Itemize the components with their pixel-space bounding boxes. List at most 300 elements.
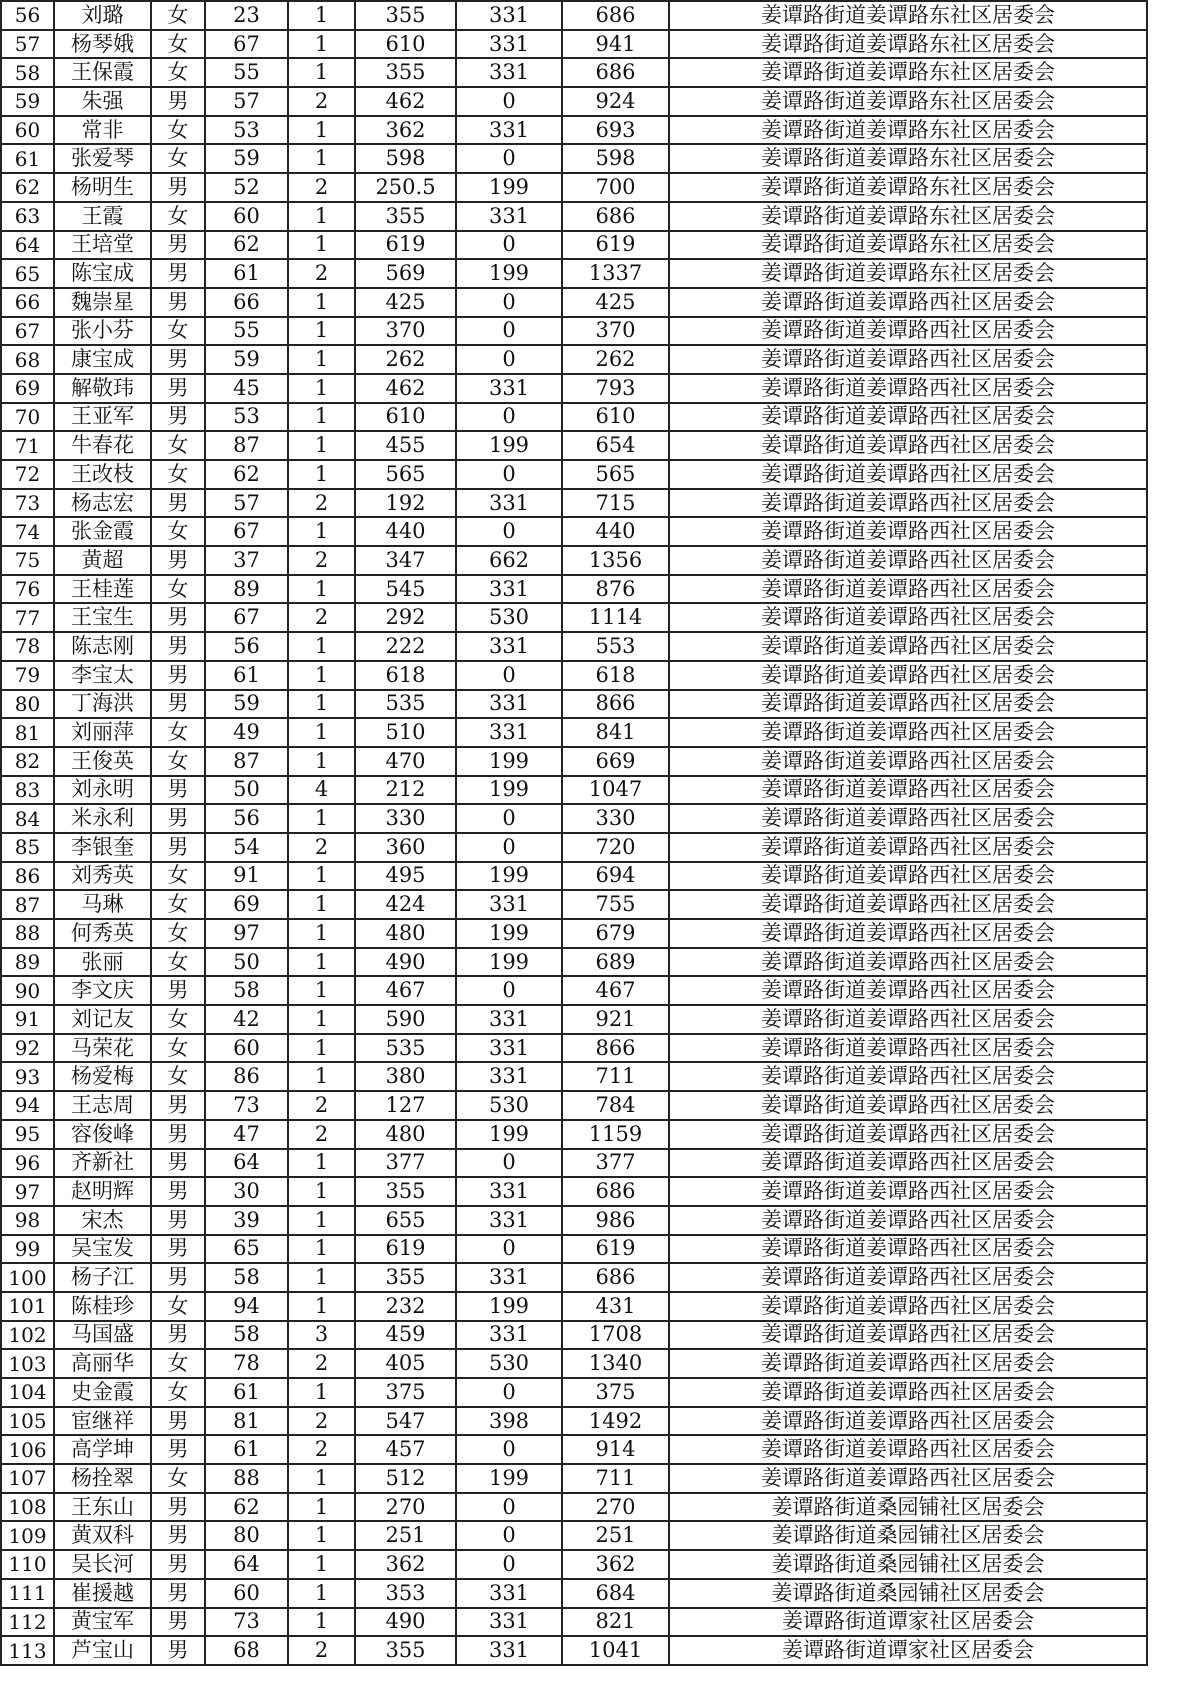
address-cell: 姜谭路街道姜谭路西社区居委会: [669, 460, 1147, 489]
count-cell: 1: [288, 374, 355, 403]
name-cell: 张爱琴: [54, 144, 151, 173]
gender-cell: 男: [151, 1636, 205, 1665]
count-cell: 1: [288, 1378, 355, 1407]
subsidy-cell: 0: [456, 976, 562, 1005]
subsidy-cell: 331: [456, 632, 562, 661]
seq-cell: 74: [1, 517, 54, 546]
subsidy-cell: 331: [456, 718, 562, 747]
subsidy-cell: 331: [456, 890, 562, 919]
subsidy-cell: 0: [456, 403, 562, 432]
address-cell: 姜谭路街道谭家社区居委会: [669, 1608, 1147, 1637]
name-cell: 赵明辉: [54, 1177, 151, 1206]
age-cell: 39: [205, 1206, 288, 1235]
seq-cell: 65: [1, 259, 54, 288]
table-row: [1, 1521, 1147, 1550]
age-cell: 86: [205, 1062, 288, 1091]
count-cell: 1: [288, 460, 355, 489]
address-cell: 姜谭路街道姜谭路西社区居委会: [669, 431, 1147, 460]
total-cell: 711: [562, 1464, 669, 1493]
address-cell: 姜谭路街道姜谭路西社区居委会: [669, 288, 1147, 317]
table-row: [1, 517, 1147, 546]
name-cell: 王亚军: [54, 403, 151, 432]
amount-cell: 355: [355, 1263, 456, 1292]
gender-cell: 女: [151, 718, 205, 747]
address-cell: 姜谭路街道姜谭路西社区居委会: [669, 1407, 1147, 1436]
count-cell: 1: [288, 1579, 355, 1608]
address-cell: 姜谭路街道姜谭路西社区居委会: [669, 1206, 1147, 1235]
total-cell: 715: [562, 489, 669, 518]
age-cell: 59: [205, 690, 288, 719]
total-cell: 693: [562, 116, 669, 145]
total-cell: 1356: [562, 546, 669, 575]
total-cell: 619: [562, 231, 669, 260]
table-row: [1, 661, 1147, 690]
age-cell: 61: [205, 661, 288, 690]
table-row: [1, 1321, 1147, 1350]
gender-cell: 男: [151, 489, 205, 518]
gender-cell: 男: [151, 1608, 205, 1637]
age-cell: 94: [205, 1292, 288, 1321]
gender-cell: 男: [151, 804, 205, 833]
total-cell: 914: [562, 1435, 669, 1464]
amount-cell: 353: [355, 1579, 456, 1608]
subsidy-cell: 331: [456, 1062, 562, 1091]
name-cell: 王桂莲: [54, 575, 151, 604]
count-cell: 1: [288, 345, 355, 374]
total-cell: 700: [562, 173, 669, 202]
count-cell: 1: [288, 976, 355, 1005]
gender-cell: 男: [151, 259, 205, 288]
age-cell: 42: [205, 1005, 288, 1034]
name-cell: 杨琴娥: [54, 30, 151, 59]
amount-cell: 467: [355, 976, 456, 1005]
name-cell: 李银奎: [54, 833, 151, 862]
subsidy-cell: 0: [456, 1493, 562, 1522]
address-cell: 姜谭路街道姜谭路西社区居委会: [669, 345, 1147, 374]
subsidy-cell: 0: [456, 317, 562, 346]
amount-cell: 490: [355, 948, 456, 977]
amount-cell: 127: [355, 1091, 456, 1120]
table-row: [1, 862, 1147, 891]
table-row: [1, 1608, 1147, 1637]
name-cell: 张小芬: [54, 317, 151, 346]
age-cell: 67: [205, 30, 288, 59]
total-cell: 1340: [562, 1349, 669, 1378]
gender-cell: 女: [151, 948, 205, 977]
subsidy-cell: 331: [456, 1636, 562, 1665]
total-cell: 679: [562, 919, 669, 948]
subsidy-cell: 662: [456, 546, 562, 575]
gender-cell: 男: [151, 603, 205, 632]
table-row: [1, 1636, 1147, 1665]
seq-cell: 93: [1, 1062, 54, 1091]
count-cell: 1: [288, 1062, 355, 1091]
name-cell: 常非: [54, 116, 151, 145]
age-cell: 66: [205, 288, 288, 317]
address-cell: 姜谭路街道姜谭路西社区居委会: [669, 1120, 1147, 1149]
address-cell: 姜谭路街道姜谭路东社区居委会: [669, 231, 1147, 260]
count-cell: 1: [288, 1206, 355, 1235]
gender-cell: 女: [151, 202, 205, 231]
age-cell: 68: [205, 1636, 288, 1665]
subsidy-cell: 398: [456, 1407, 562, 1436]
count-cell: 1: [288, 747, 355, 776]
subsidy-cell: 331: [456, 30, 562, 59]
age-cell: 78: [205, 1349, 288, 1378]
seq-cell: 81: [1, 718, 54, 747]
subsidy-cell: 331: [456, 116, 562, 145]
seq-cell: 92: [1, 1034, 54, 1063]
age-cell: 61: [205, 1378, 288, 1407]
age-cell: 73: [205, 1608, 288, 1637]
gender-cell: 男: [151, 976, 205, 1005]
gender-cell: 男: [151, 1263, 205, 1292]
amount-cell: 569: [355, 259, 456, 288]
subsidy-cell: 331: [456, 1206, 562, 1235]
total-cell: 262: [562, 345, 669, 374]
table-row: [1, 575, 1147, 604]
amount-cell: 355: [355, 58, 456, 87]
subsidy-cell: 199: [456, 776, 562, 805]
name-cell: 宋杰: [54, 1206, 151, 1235]
subsidy-cell: 331: [456, 1263, 562, 1292]
total-cell: 618: [562, 661, 669, 690]
gender-cell: 男: [151, 1493, 205, 1522]
subsidy-cell: 0: [456, 1521, 562, 1550]
subsidy-cell: 199: [456, 862, 562, 891]
gender-cell: 男: [151, 288, 205, 317]
table-row: [1, 1034, 1147, 1063]
age-cell: 91: [205, 862, 288, 891]
seq-cell: 66: [1, 288, 54, 317]
table-row: [1, 403, 1147, 432]
table-row: [1, 948, 1147, 977]
subsidy-cell: 0: [456, 288, 562, 317]
age-cell: 54: [205, 833, 288, 862]
seq-cell: 70: [1, 403, 54, 432]
name-cell: 王志周: [54, 1091, 151, 1120]
amount-cell: 490: [355, 1608, 456, 1637]
total-cell: 686: [562, 1, 669, 30]
age-cell: 50: [205, 948, 288, 977]
seq-cell: 61: [1, 144, 54, 173]
amount-cell: 610: [355, 30, 456, 59]
age-cell: 61: [205, 259, 288, 288]
count-cell: 1: [288, 718, 355, 747]
count-cell: 2: [288, 1435, 355, 1464]
table-row: [1, 1435, 1147, 1464]
gender-cell: 男: [151, 690, 205, 719]
table-row: [1, 1407, 1147, 1436]
table-row: [1, 1, 1147, 30]
seq-cell: 63: [1, 202, 54, 231]
address-cell: 姜谭路街道姜谭路东社区居委会: [669, 116, 1147, 145]
name-cell: 王东山: [54, 1493, 151, 1522]
gender-cell: 女: [151, 1378, 205, 1407]
seq-cell: 87: [1, 890, 54, 919]
address-cell: 姜谭路街道姜谭路西社区居委会: [669, 1149, 1147, 1178]
amount-cell: 270: [355, 1493, 456, 1522]
seq-cell: 110: [1, 1550, 54, 1579]
amount-cell: 598: [355, 144, 456, 173]
table-row: [1, 374, 1147, 403]
table-row: [1, 804, 1147, 833]
seq-cell: 75: [1, 546, 54, 575]
count-cell: 1: [288, 1235, 355, 1264]
seq-cell: 78: [1, 632, 54, 661]
gender-cell: 男: [151, 345, 205, 374]
name-cell: 牛春花: [54, 431, 151, 460]
name-cell: 宦继祥: [54, 1407, 151, 1436]
total-cell: 598: [562, 144, 669, 173]
count-cell: 1: [288, 1550, 355, 1579]
gender-cell: 女: [151, 58, 205, 87]
address-cell: 姜谭路街道姜谭路东社区居委会: [669, 259, 1147, 288]
gender-cell: 女: [151, 1034, 205, 1063]
amount-cell: 565: [355, 460, 456, 489]
count-cell: 1: [288, 231, 355, 260]
count-cell: 1: [288, 403, 355, 432]
name-cell: 王霞: [54, 202, 151, 231]
table-row: [1, 489, 1147, 518]
subsidy-cell: 331: [456, 489, 562, 518]
subsidy-cell: 530: [456, 1349, 562, 1378]
amount-cell: 618: [355, 661, 456, 690]
name-cell: 史金霞: [54, 1378, 151, 1407]
count-cell: 2: [288, 546, 355, 575]
total-cell: 425: [562, 288, 669, 317]
table-row: [1, 1149, 1147, 1178]
total-cell: 375: [562, 1378, 669, 1407]
amount-cell: 232: [355, 1292, 456, 1321]
age-cell: 56: [205, 804, 288, 833]
subsidy-cell: 331: [456, 1177, 562, 1206]
count-cell: 2: [288, 1120, 355, 1149]
age-cell: 81: [205, 1407, 288, 1436]
gender-cell: 男: [151, 1407, 205, 1436]
subsidy-cell: 0: [456, 144, 562, 173]
amount-cell: 330: [355, 804, 456, 833]
age-cell: 53: [205, 116, 288, 145]
amount-cell: 545: [355, 575, 456, 604]
table-row: [1, 1062, 1147, 1091]
amount-cell: 512: [355, 1464, 456, 1493]
age-cell: 37: [205, 546, 288, 575]
name-cell: 吴宝发: [54, 1235, 151, 1264]
seq-cell: 58: [1, 58, 54, 87]
count-cell: 1: [288, 862, 355, 891]
total-cell: 610: [562, 403, 669, 432]
subsidy-cell: 0: [456, 1149, 562, 1178]
age-cell: 88: [205, 1464, 288, 1493]
seq-cell: 69: [1, 374, 54, 403]
name-cell: 高丽华: [54, 1349, 151, 1378]
age-cell: 87: [205, 431, 288, 460]
gender-cell: 男: [151, 833, 205, 862]
gender-cell: 男: [151, 1120, 205, 1149]
name-cell: 王培堂: [54, 231, 151, 260]
amount-cell: 610: [355, 403, 456, 432]
address-cell: 姜谭路街道姜谭路西社区居委会: [669, 317, 1147, 346]
count-cell: 2: [288, 603, 355, 632]
name-cell: 刘秀英: [54, 862, 151, 891]
gender-cell: 女: [151, 1062, 205, 1091]
name-cell: 陈志刚: [54, 632, 151, 661]
table-row: [1, 144, 1147, 173]
total-cell: 654: [562, 431, 669, 460]
amount-cell: 355: [355, 1, 456, 30]
amount-cell: 362: [355, 116, 456, 145]
count-cell: 1: [288, 632, 355, 661]
total-cell: 866: [562, 1034, 669, 1063]
table-row: [1, 231, 1147, 260]
gender-cell: 男: [151, 1177, 205, 1206]
gender-cell: 女: [151, 460, 205, 489]
table-row: [1, 1206, 1147, 1235]
age-cell: 59: [205, 144, 288, 173]
amount-cell: 655: [355, 1206, 456, 1235]
age-cell: 73: [205, 1091, 288, 1120]
address-cell: 姜谭路街道姜谭路西社区居委会: [669, 632, 1147, 661]
amount-cell: 222: [355, 632, 456, 661]
gender-cell: 女: [151, 919, 205, 948]
total-cell: 251: [562, 1521, 669, 1550]
address-cell: 姜谭路街道桑园铺社区居委会: [669, 1521, 1147, 1550]
address-cell: 姜谭路街道姜谭路西社区居委会: [669, 862, 1147, 891]
table-row: [1, 345, 1147, 374]
name-cell: 张丽: [54, 948, 151, 977]
total-cell: 924: [562, 87, 669, 116]
table-row: [1, 173, 1147, 202]
total-cell: 565: [562, 460, 669, 489]
seq-cell: 88: [1, 919, 54, 948]
gender-cell: 男: [151, 231, 205, 260]
address-cell: 姜谭路街道姜谭路西社区居委会: [669, 1263, 1147, 1292]
subsidy-cell: 331: [456, 575, 562, 604]
subsidy-cell: 0: [456, 345, 562, 374]
table-row: [1, 87, 1147, 116]
age-cell: 97: [205, 919, 288, 948]
gender-cell: 女: [151, 575, 205, 604]
name-cell: 朱强: [54, 87, 151, 116]
gender-cell: 女: [151, 30, 205, 59]
gender-cell: 女: [151, 1349, 205, 1378]
total-cell: 1708: [562, 1321, 669, 1350]
name-cell: 王保霞: [54, 58, 151, 87]
address-cell: 姜谭路街道姜谭路西社区居委会: [669, 374, 1147, 403]
address-cell: 姜谭路街道姜谭路西社区居委会: [669, 1321, 1147, 1350]
amount-cell: 619: [355, 231, 456, 260]
count-cell: 2: [288, 87, 355, 116]
address-cell: 姜谭路街道桑园铺社区居委会: [669, 1493, 1147, 1522]
age-cell: 87: [205, 747, 288, 776]
name-cell: 吴长河: [54, 1550, 151, 1579]
subsidy-cell: 331: [456, 1005, 562, 1034]
count-cell: 2: [288, 833, 355, 862]
address-cell: 姜谭路街道姜谭路西社区居委会: [669, 661, 1147, 690]
gender-cell: 男: [151, 1435, 205, 1464]
name-cell: 康宝成: [54, 345, 151, 374]
amount-cell: 462: [355, 374, 456, 403]
name-cell: 刘永明: [54, 776, 151, 805]
table-row: [1, 976, 1147, 1005]
count-cell: 1: [288, 116, 355, 145]
address-cell: 姜谭路街道姜谭路西社区居委会: [669, 1034, 1147, 1063]
count-cell: 2: [288, 1636, 355, 1665]
gender-cell: 男: [151, 1149, 205, 1178]
seq-cell: 111: [1, 1579, 54, 1608]
table-row: [1, 1493, 1147, 1522]
gender-cell: 男: [151, 374, 205, 403]
table-row: [1, 1120, 1147, 1149]
total-cell: 669: [562, 747, 669, 776]
address-cell: 姜谭路街道桑园铺社区居委会: [669, 1579, 1147, 1608]
gender-cell: 女: [151, 1, 205, 30]
seq-cell: 76: [1, 575, 54, 604]
count-cell: 1: [288, 1005, 355, 1034]
seq-cell: 77: [1, 603, 54, 632]
seq-cell: 96: [1, 1149, 54, 1178]
total-cell: 720: [562, 833, 669, 862]
total-cell: 370: [562, 317, 669, 346]
count-cell: 1: [288, 948, 355, 977]
amount-cell: 292: [355, 603, 456, 632]
subsidy-cell: 331: [456, 690, 562, 719]
amount-cell: 459: [355, 1321, 456, 1350]
name-cell: 刘璐: [54, 1, 151, 30]
seq-cell: 95: [1, 1120, 54, 1149]
seq-cell: 64: [1, 231, 54, 260]
amount-cell: 590: [355, 1005, 456, 1034]
table-row: [1, 1550, 1147, 1579]
table-row: [1, 718, 1147, 747]
name-cell: 陈宝成: [54, 259, 151, 288]
gender-cell: 男: [151, 1521, 205, 1550]
seq-cell: 112: [1, 1608, 54, 1637]
count-cell: 3: [288, 1321, 355, 1350]
age-cell: 58: [205, 1321, 288, 1350]
seq-cell: 85: [1, 833, 54, 862]
total-cell: 330: [562, 804, 669, 833]
name-cell: 魏崇星: [54, 288, 151, 317]
table-row: [1, 259, 1147, 288]
address-cell: 姜谭路街道姜谭路西社区居委会: [669, 833, 1147, 862]
gender-cell: 女: [151, 1464, 205, 1493]
address-cell: 姜谭路街道姜谭路西社区居委会: [669, 1378, 1147, 1407]
name-cell: 齐新社: [54, 1149, 151, 1178]
count-cell: 1: [288, 804, 355, 833]
seq-cell: 84: [1, 804, 54, 833]
name-cell: 何秀英: [54, 919, 151, 948]
age-cell: 69: [205, 890, 288, 919]
count-cell: 2: [288, 1407, 355, 1436]
seq-cell: 98: [1, 1206, 54, 1235]
count-cell: 2: [288, 259, 355, 288]
amount-cell: 619: [355, 1235, 456, 1264]
count-cell: 1: [288, 517, 355, 546]
amount-cell: 480: [355, 1120, 456, 1149]
amount-cell: 370: [355, 317, 456, 346]
count-cell: 2: [288, 173, 355, 202]
amount-cell: 462: [355, 87, 456, 116]
amount-cell: 262: [355, 345, 456, 374]
address-cell: 姜谭路街道姜谭路西社区居委会: [669, 747, 1147, 776]
name-cell: 李文庆: [54, 976, 151, 1005]
address-cell: 姜谭路街道姜谭路西社区居委会: [669, 489, 1147, 518]
address-cell: 姜谭路街道姜谭路东社区居委会: [669, 202, 1147, 231]
seq-cell: 113: [1, 1636, 54, 1665]
amount-cell: 535: [355, 690, 456, 719]
